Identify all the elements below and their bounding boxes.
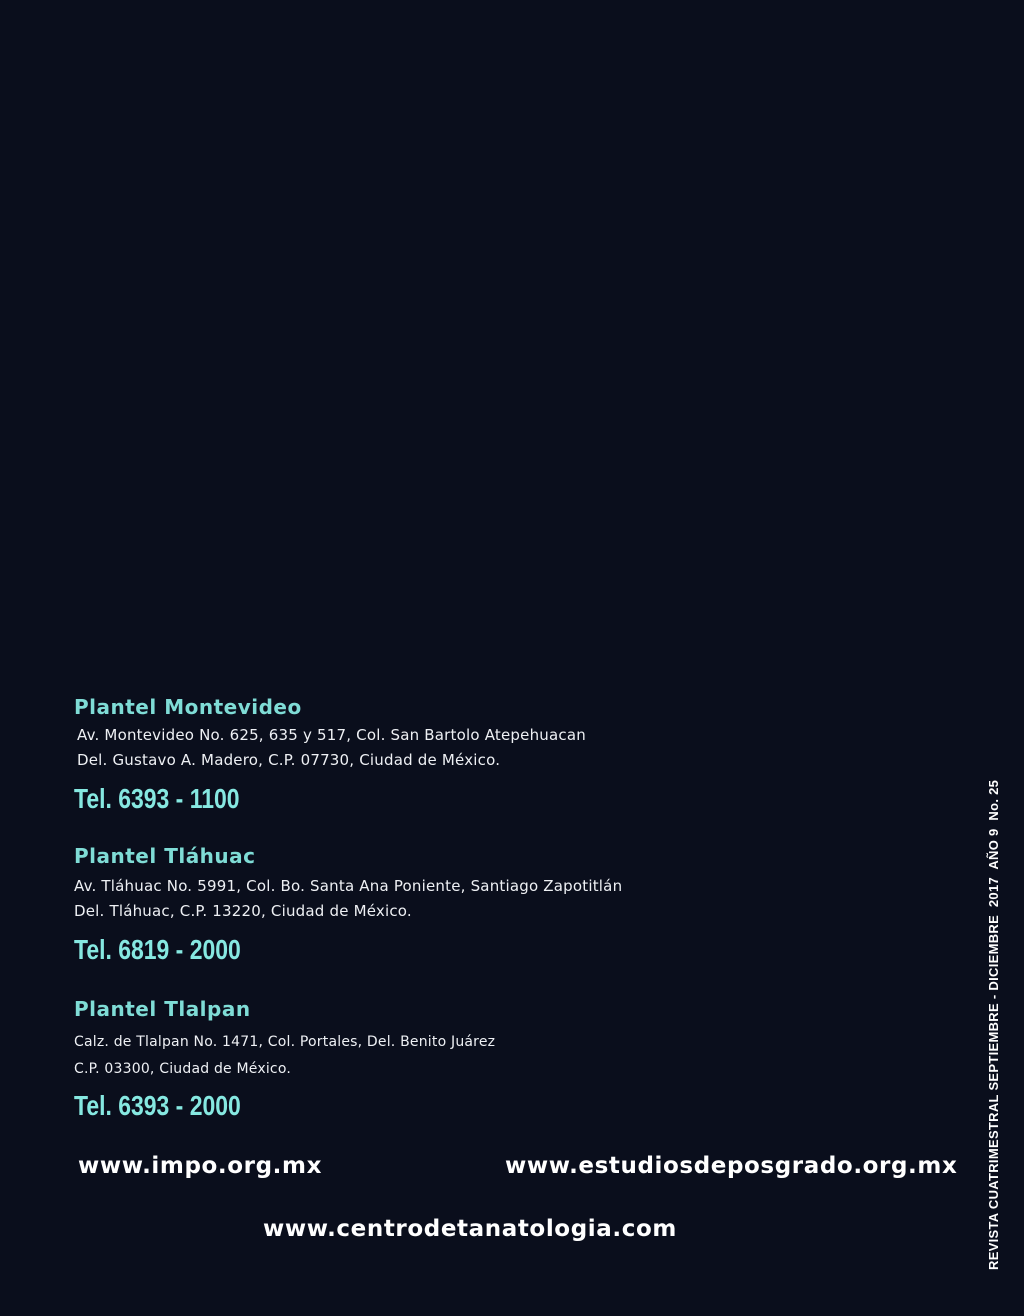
spine-issue-text (986, 780, 1001, 1270)
address-tlalpan (74, 1029, 495, 1083)
phone-tlalpan: Tel. 6393 - 2000 (74, 1090, 241, 1121)
address-line: Del. Gustavo A. Madero, C.P. 07730, Ciudad de México. (77, 751, 501, 769)
address-line: Del. Tláhuac, C.P. 13220, Ciudad de México. (74, 902, 412, 920)
campus-title-tlahuac: Plantel Tláhuac (74, 844, 256, 868)
address-line: C.P. 03300, Ciudad de México. (74, 1061, 292, 1077)
address-line: Calz. de Tlalpan No. 1471, Col. Portales, Del. Benito Juárez (74, 1034, 496, 1050)
website-impo-link[interactable]: www.impo.org.mx (78, 1153, 323, 1179)
campus-title-montevideo: Plantel Montevideo (74, 695, 302, 719)
website-tanatologia-link[interactable]: www.centrodetanatologia.com (263, 1216, 677, 1242)
website-estudios-link[interactable]: www.estudiosdeposgrado.org.mx (505, 1153, 958, 1179)
campus-title-tlalpan: Plantel Tlalpan (74, 997, 251, 1021)
phone-tlahuac: Tel. 6819 - 2000 (74, 934, 241, 965)
address-line: Av. Tláhuac No. 5991, Col. Bo. Santa Ana Poniente, Santiago Zapotitlán (74, 877, 623, 895)
address-montevideo (77, 723, 586, 773)
phone-montevideo: Tel. 6393 - 1100 (74, 783, 240, 814)
spine-text: REVISTA CUATRIMESTRAL SEPTIEMBRE - DICIEMBRE 2017 AÑO 9 No. 25 (986, 779, 1001, 1270)
address-line: Av. Montevideo No. 625, 635 y 517, Col. San Bartolo Atepehuacan (77, 726, 586, 744)
address-tlahuac (74, 874, 622, 924)
